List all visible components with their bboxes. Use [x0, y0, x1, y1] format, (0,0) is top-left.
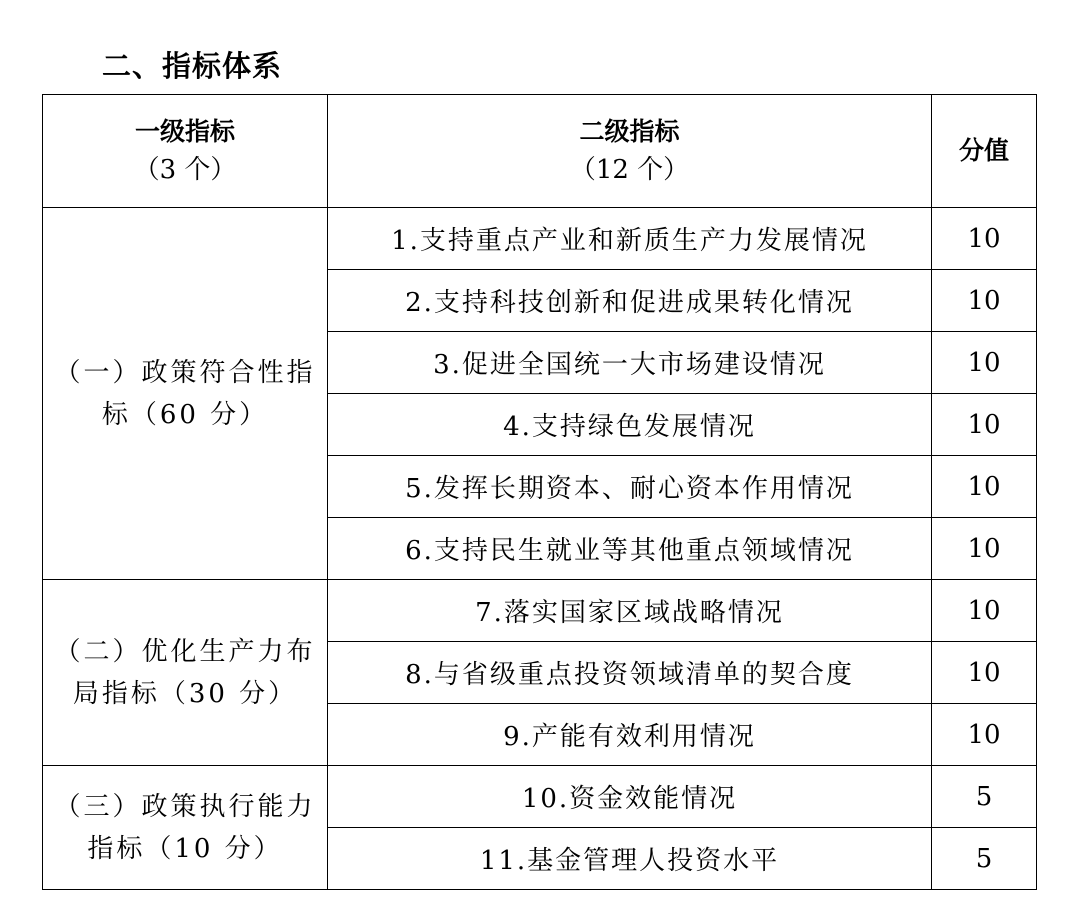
- header-level1-count: （3 个）: [133, 155, 237, 185]
- level2-indicator: 4.支持绿色发展情况: [328, 394, 932, 456]
- level2-indicator: 10.资金效能情况: [328, 766, 932, 828]
- level2-indicator: 1.支持重点产业和新质生产力发展情况: [328, 208, 932, 270]
- table-row: [43, 580, 1037, 642]
- level2-indicator: 6.支持民生就业等其他重点领域情况: [328, 518, 932, 580]
- level2-indicator: 8.与省级重点投资领域清单的契合度: [328, 642, 932, 704]
- score-cell: 5: [932, 766, 1037, 828]
- level2-indicator: 3.促进全国统一大市场建设情况: [328, 332, 932, 394]
- header-level2-count: （12 个）: [569, 155, 690, 185]
- table-header-row: [43, 95, 1037, 208]
- indicator-table: [42, 94, 1037, 890]
- score-cell: 10: [932, 270, 1037, 332]
- level1-indicator: （一）政策符合性指标（60 分）: [43, 208, 328, 580]
- level1-indicator: （二）优化生产力布局指标（30 分）: [43, 580, 328, 766]
- score-cell: 10: [932, 642, 1037, 704]
- level2-indicator: 5.发挥长期资本、耐心资本作用情况: [328, 456, 932, 518]
- header-level2-title: 二级指标: [579, 117, 680, 146]
- table-row: [43, 766, 1037, 828]
- level2-indicator: 9.产能有效利用情况: [328, 704, 932, 766]
- section-heading: 二、指标体系: [102, 49, 283, 83]
- score-cell: 10: [932, 394, 1037, 456]
- score-cell: 10: [932, 332, 1037, 394]
- header-level2: [328, 95, 932, 208]
- score-cell: 5: [932, 828, 1037, 890]
- score-cell: 10: [932, 208, 1037, 270]
- score-cell: 10: [932, 704, 1037, 766]
- score-cell: 10: [932, 456, 1037, 518]
- level2-indicator: 11.基金管理人投资水平: [328, 828, 932, 890]
- header-score-title: 分值: [958, 136, 1009, 165]
- level1-indicator: （三）政策执行能力指标（10 分）: [43, 766, 328, 890]
- level2-indicator: 2.支持科技创新和促进成果转化情况: [328, 270, 932, 332]
- score-cell: 10: [932, 518, 1037, 580]
- header-level1-title: 一级指标: [134, 117, 235, 146]
- header-level1: [43, 95, 328, 208]
- score-cell: 10: [932, 580, 1037, 642]
- level2-indicator: 7.落实国家区域战略情况: [328, 580, 932, 642]
- header-score: [932, 95, 1037, 208]
- table-row: [43, 208, 1037, 270]
